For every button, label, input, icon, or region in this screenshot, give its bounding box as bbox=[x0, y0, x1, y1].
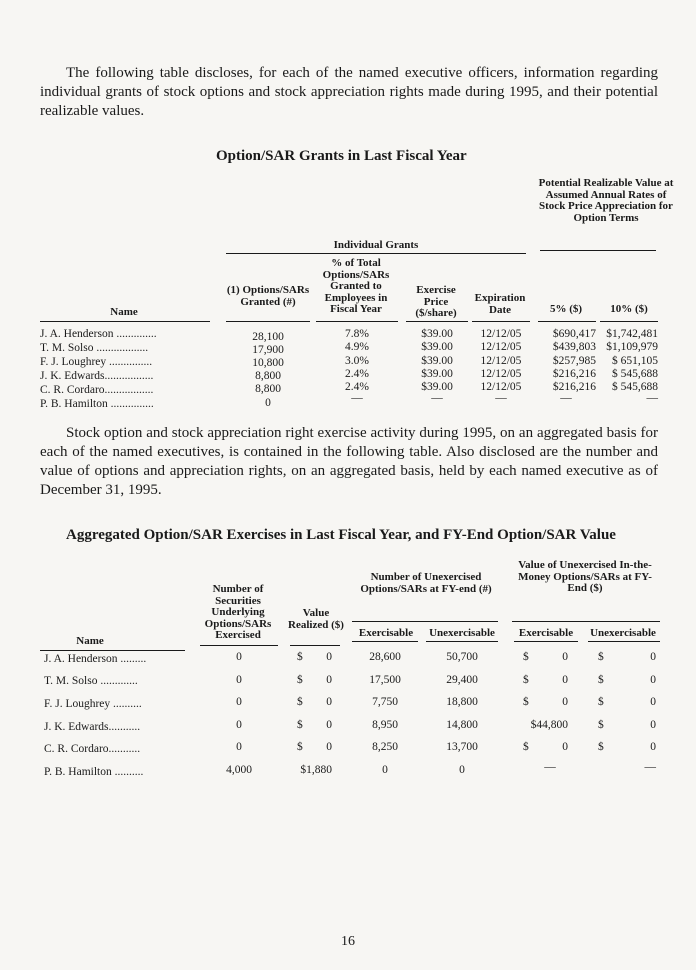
individual-grants-rule bbox=[226, 253, 526, 254]
row-name: P. B. Hamilton .......... bbox=[44, 766, 144, 778]
row-realized: 0 bbox=[326, 696, 332, 708]
row-expiration: 12/12/05 bbox=[480, 381, 522, 393]
row-10pct: $ 651,105 bbox=[612, 355, 658, 367]
t2-rule-val-unex bbox=[588, 641, 660, 642]
t2-rule-realized bbox=[290, 645, 340, 646]
row-name: P. B. Hamilton ............... bbox=[40, 398, 154, 410]
row-name: J. A. Henderson .............. bbox=[40, 328, 157, 340]
row-val-unexercisable: 0 bbox=[650, 741, 656, 753]
col-num-exercisable-header: Exercisable bbox=[358, 627, 414, 639]
row-realized-symbol: $ bbox=[297, 696, 303, 708]
col-exercised-header: Number of Securities Underlying Options/SARs Exercised bbox=[204, 583, 272, 641]
row-num-exercisable: 7,750 bbox=[372, 696, 398, 708]
row-val-ex-symbol: $ bbox=[523, 696, 529, 708]
row-pct: 7.8% bbox=[345, 328, 369, 340]
row-granted: 8,800 bbox=[255, 383, 281, 395]
row-num-exercisable: 17,500 bbox=[369, 674, 401, 686]
row-val-ex-symbol: $ bbox=[523, 741, 529, 753]
row-name: F. J. Loughrey .......... bbox=[44, 698, 142, 710]
row-expiration: 12/12/05 bbox=[480, 328, 522, 340]
table1-title: Option/SAR Grants in Last Fiscal Year bbox=[216, 148, 467, 164]
row-expiration: 12/12/05 bbox=[480, 355, 522, 367]
col-unexercised-group-header: Number of Unexercised Options/SARs at FY-end (#) bbox=[360, 571, 492, 595]
row-num-exercisable: 8,950 bbox=[372, 719, 398, 731]
row-expiration: 12/12/05 bbox=[480, 368, 522, 380]
t1-rule-name bbox=[40, 321, 210, 322]
row-exercised: 4,000 bbox=[226, 764, 252, 776]
row-num-exercisable: 8,250 bbox=[372, 741, 398, 753]
row-pct: — bbox=[351, 392, 363, 404]
row-5pct: $216,216 bbox=[552, 381, 596, 393]
row-name: J. K. Edwards................. bbox=[40, 370, 154, 382]
row-granted: 0 bbox=[265, 397, 271, 409]
row-val-ex-symbol: $ bbox=[523, 674, 529, 686]
col-num-unexercisable-header: Unexercisable bbox=[429, 627, 495, 639]
row-num-unexercisable: 29,400 bbox=[446, 674, 478, 686]
row-name: C. R. Cordaro................. bbox=[40, 384, 154, 396]
row-val-exercisable: 0 bbox=[562, 741, 568, 753]
row-price: — bbox=[431, 392, 443, 404]
row-val-unexercisable: — bbox=[644, 761, 656, 773]
row-name: J. A. Henderson ......... bbox=[44, 653, 147, 665]
row-name: F. J. Loughrey ............... bbox=[40, 356, 153, 368]
row-5pct: — bbox=[560, 392, 572, 404]
row-10pct: — bbox=[646, 392, 658, 404]
page-number: 16 bbox=[341, 934, 355, 949]
t1-rule-5 bbox=[538, 321, 596, 322]
row-realized-symbol: $ bbox=[297, 741, 303, 753]
row-pct: 2.4% bbox=[345, 368, 369, 380]
middle-paragraph bbox=[40, 424, 658, 500]
col-pct-header: % of Total Options/SARs Granted to Employees in Fiscal Year bbox=[322, 257, 390, 315]
row-realized-symbol: $ bbox=[297, 674, 303, 686]
row-val-unex-symbol: $ bbox=[598, 741, 604, 753]
row-10pct: $ 545,688 bbox=[612, 368, 658, 380]
row-realized: 0 bbox=[326, 674, 332, 686]
t2-rule-unexercised-group bbox=[352, 621, 498, 622]
table1-name-header: Name bbox=[110, 306, 138, 318]
col-10pct-header: 10% ($) bbox=[610, 303, 648, 315]
row-granted: 28,100 bbox=[252, 331, 284, 343]
row-5pct: $216,216 bbox=[552, 368, 596, 380]
row-5pct: $690,417 bbox=[552, 328, 596, 340]
t1-rule-price bbox=[406, 321, 468, 322]
row-num-unexercisable: 50,700 bbox=[446, 651, 478, 663]
row-pct: 2.4% bbox=[345, 381, 369, 393]
t2-rule-value-group bbox=[512, 621, 660, 622]
row-val-exercisable: $44,800 bbox=[530, 719, 568, 731]
row-val-unex-symbol: $ bbox=[598, 674, 604, 686]
row-realized: 0 bbox=[326, 741, 332, 753]
row-val-unex-symbol: $ bbox=[598, 719, 604, 731]
col-expiration-header: Expiration Date bbox=[474, 292, 526, 316]
t2-rule-num-ex bbox=[352, 641, 418, 642]
row-price: $39.00 bbox=[421, 368, 453, 380]
row-num-exercisable: 28,600 bbox=[369, 651, 401, 663]
t1-rule-exp bbox=[472, 321, 530, 322]
row-price: $39.00 bbox=[421, 381, 453, 393]
row-num-unexercisable: 18,800 bbox=[446, 696, 478, 708]
row-exercised: 0 bbox=[236, 719, 242, 731]
row-granted: 8,800 bbox=[255, 370, 281, 382]
row-10pct: $1,742,481 bbox=[606, 328, 658, 340]
table2-title: Aggregated Option/SAR Exercises in Last Fiscal Year, and FY-End Option/SAR Value bbox=[66, 527, 616, 543]
intro-paragraph-text: The following table discloses, for each of the named executive officers, information regarding individual grants of stock options and stock appreciation rights made during 1995, and their potential realizable values. bbox=[40, 65, 658, 119]
row-val-ex-symbol: $ bbox=[523, 651, 529, 663]
row-price: $39.00 bbox=[421, 328, 453, 340]
row-5pct: $257,985 bbox=[552, 355, 596, 367]
row-price: $39.00 bbox=[421, 355, 453, 367]
intro-paragraph bbox=[40, 64, 658, 121]
col-val-unexercisable-header: Unexercisable bbox=[590, 627, 656, 639]
row-price: $39.00 bbox=[421, 341, 453, 353]
row-exercised: 0 bbox=[236, 674, 242, 686]
t2-rule-val-ex bbox=[514, 641, 578, 642]
row-expiration: 12/12/05 bbox=[480, 341, 522, 353]
individual-grants-header: Individual Grants bbox=[333, 239, 419, 251]
row-pct: 3.0% bbox=[345, 355, 369, 367]
row-val-unexercisable: 0 bbox=[650, 674, 656, 686]
table2-name-header: Name bbox=[76, 635, 104, 647]
row-num-unexercisable: 14,800 bbox=[446, 719, 478, 731]
row-5pct: $439,803 bbox=[552, 341, 596, 353]
row-val-exercisable: 0 bbox=[562, 651, 568, 663]
t1-rule-pct bbox=[316, 321, 398, 322]
row-10pct: $ 545,688 bbox=[612, 381, 658, 393]
row-pct: 4.9% bbox=[345, 341, 369, 353]
potential-header-rule bbox=[540, 250, 656, 251]
row-val-unex-symbol: $ bbox=[598, 651, 604, 663]
row-val-exercisable: 0 bbox=[562, 674, 568, 686]
row-num-unexercisable: 13,700 bbox=[446, 741, 478, 753]
row-exercised: 0 bbox=[236, 696, 242, 708]
row-realized: $1,880 bbox=[300, 764, 332, 776]
row-exercised: 0 bbox=[236, 741, 242, 753]
row-val-exercisable: — bbox=[544, 761, 556, 773]
row-granted: 10,800 bbox=[252, 357, 284, 369]
t1-rule-granted bbox=[226, 321, 310, 322]
potential-realizable-header: Potential Realizable Value at Assumed Annual Rates of Stock Price Appreciation for Option Terms bbox=[538, 177, 674, 224]
col-price-header: Exercise Price ($/share) bbox=[415, 284, 457, 319]
row-num-unexercisable: 0 bbox=[459, 764, 465, 776]
row-granted: 17,900 bbox=[252, 344, 284, 356]
t2-rule-exercised bbox=[200, 645, 278, 646]
row-realized: 0 bbox=[326, 719, 332, 731]
row-10pct: $1,109,979 bbox=[606, 341, 658, 353]
row-realized-symbol: $ bbox=[297, 651, 303, 663]
col-realized-header: Value Realized ($) bbox=[288, 607, 344, 631]
row-num-exercisable: 0 bbox=[382, 764, 388, 776]
row-name: T. M. Solso ............. bbox=[44, 675, 138, 687]
row-val-unexercisable: 0 bbox=[650, 696, 656, 708]
row-exercised: 0 bbox=[236, 651, 242, 663]
row-val-exercisable: 0 bbox=[562, 696, 568, 708]
col-granted-header: (1) Options/SARs Granted (#) bbox=[226, 284, 310, 308]
col-val-exercisable-header: Exercisable bbox=[518, 627, 574, 639]
t2-rule-num-unex bbox=[426, 641, 498, 642]
col-5pct-header: 5% ($) bbox=[549, 303, 583, 315]
row-name: T. M. Solso .................. bbox=[40, 342, 149, 354]
row-val-unexercisable: 0 bbox=[650, 651, 656, 663]
row-name: C. R. Cordaro........... bbox=[44, 743, 141, 755]
row-val-unexercisable: 0 bbox=[650, 719, 656, 731]
col-value-group-header: Value of Unexercised In-the-Money Options/SARs at FY-End ($) bbox=[518, 559, 652, 594]
row-realized-symbol: $ bbox=[297, 719, 303, 731]
row-realized: 0 bbox=[326, 651, 332, 663]
t2-rule-name bbox=[40, 650, 185, 651]
middle-paragraph-text: Stock option and stock appreciation right exercise activity during 1995, on an aggregated basis for each of the named executives, is contained in the following table. Also disclosed are the number and value of options and appreciation rights, on an aggregated basis, held by each named executive as of December 31, 1995. bbox=[40, 425, 658, 498]
row-val-unex-symbol: $ bbox=[598, 696, 604, 708]
row-expiration: — bbox=[495, 392, 507, 404]
t1-rule-10 bbox=[600, 321, 658, 322]
row-name: J. K. Edwards........... bbox=[44, 721, 141, 733]
